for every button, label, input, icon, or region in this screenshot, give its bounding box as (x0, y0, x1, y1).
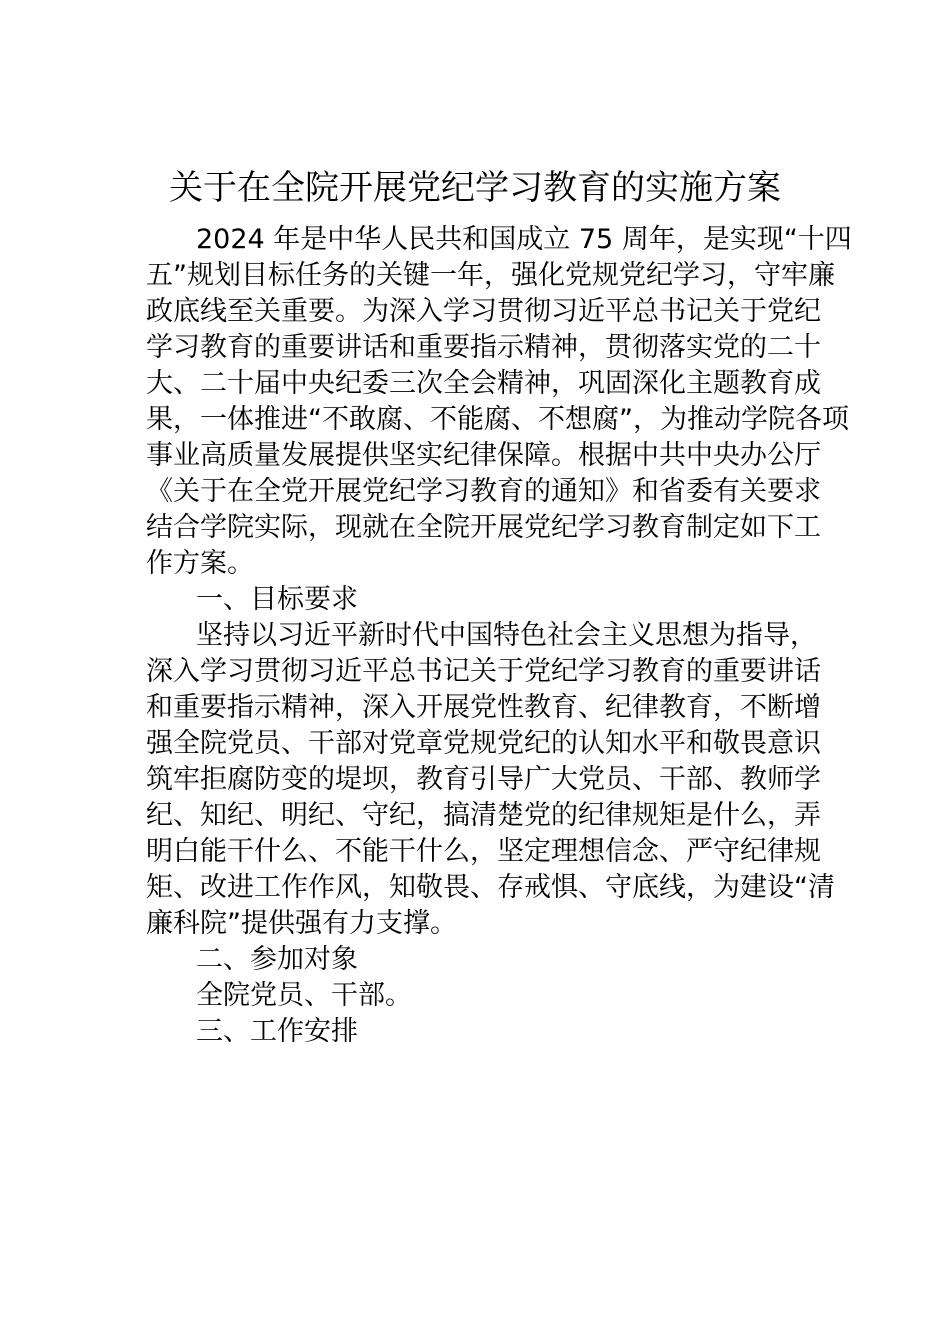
paragraph-line: 结合学院实际，现就在全院开展党纪学习教育制定如下工 (146, 512, 821, 543)
paragraph-line: 坚持以习近平新时代中国特色社会主义思想为指导， (196, 620, 817, 651)
paragraph-line: 五”规划目标任务的关键一年，强化党规党纪学习，守牢廉 (146, 260, 835, 291)
paragraph-line: 深入学习贯彻习近平总书记关于党纪学习教育的重要讲话 (146, 656, 821, 687)
document-title: 关于在全院开展党纪学习教育的实施方案 (169, 168, 781, 208)
paragraph-line: 作方案。 (146, 548, 254, 579)
paragraph-line: 纪、知纪、明纪、守纪，搞清楚党的纪律规矩是什么，弄 (146, 800, 821, 831)
paragraph-line: 和重要指示精神，深入开展党性教育、纪律教育，不断增 (146, 692, 821, 723)
section-heading: 一、目标要求 (196, 584, 358, 615)
paragraph-line: 2024 年是中华人民共和国成立 75 周年，是实现“十四 (196, 224, 852, 255)
paragraph-line: 果，一体推进“不敢腐、不能腐、不想腐”，为推动学院各项 (146, 404, 849, 435)
paragraph-line: 强全院党员、干部对党章党规党纪的认知水平和敬畏意识 (146, 728, 821, 759)
paragraph-line: 全院党员、干部。 (196, 980, 412, 1011)
paragraph-line: 大、二十届中央纪委三次全会精神，巩固深化主题教育成 (146, 368, 821, 399)
paragraph-line: 筑牢拒腐防变的堤坝，教育引导广大党员、干部、教师学 (146, 764, 821, 795)
paragraph-line: 《关于在全党开展党纪学习教育的通知》和省委有关要求 (146, 476, 821, 507)
section-heading: 二、参加对象 (196, 944, 358, 975)
paragraph-line: 事业高质量发展提供坚实纪律保障。根据中共中央办公厅 (146, 440, 821, 471)
paragraph-line: 廉科院”提供强有力支撑。 (146, 908, 457, 939)
paragraph-line: 政底线至关重要。为深入学习贯彻习近平总书记关于党纪 (146, 296, 821, 327)
section-heading: 三、工作安排 (196, 1016, 358, 1047)
paragraph-line: 矩、改进工作作风，知敬畏、存戒惧、守底线，为建设“清 (146, 872, 835, 903)
paragraph-line: 学习教育的重要讲话和重要指示精神，贯彻落实党的二十 (146, 332, 821, 363)
paragraph-line: 明白能干什么、不能干什么，坚定理想信念、严守纪律规 (146, 836, 821, 867)
